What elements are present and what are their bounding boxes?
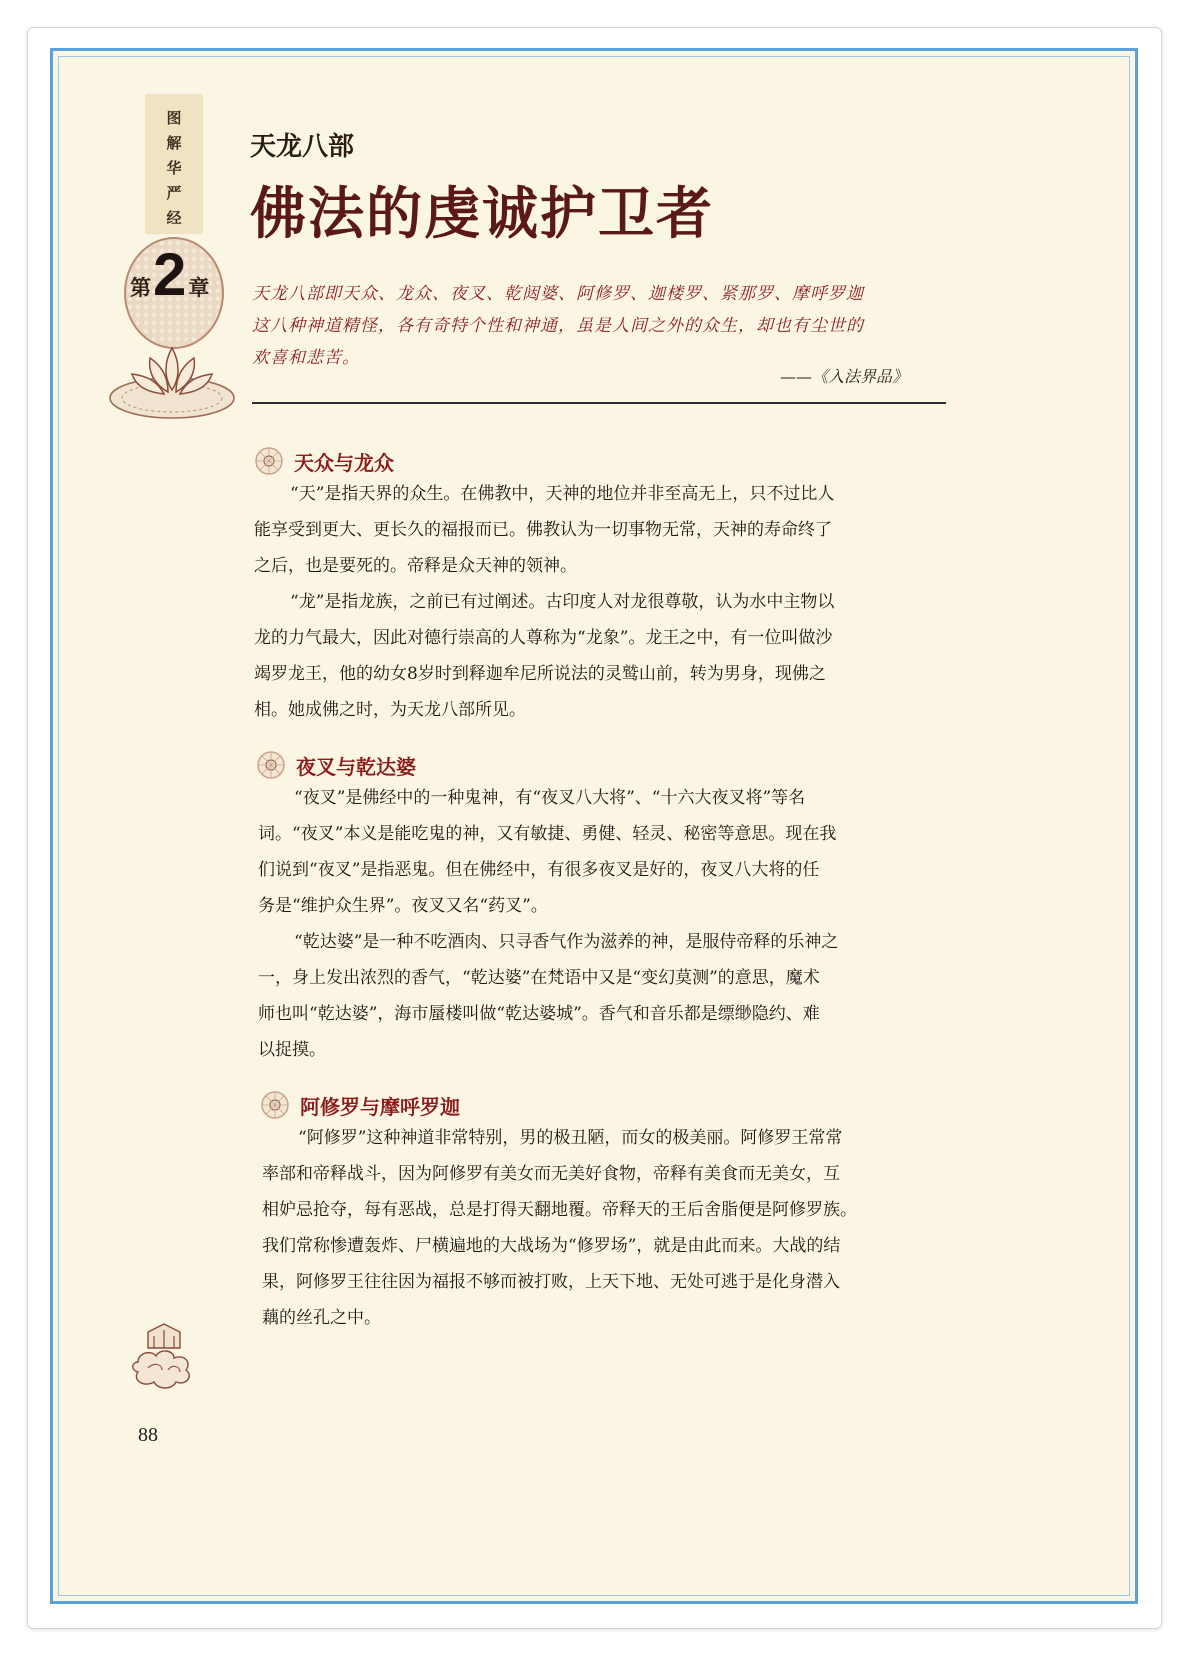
dharma-wheel-icon xyxy=(260,1090,290,1120)
intro-line: 天龙八部即天众、龙众、夜叉、乾闼婆、阿修罗、迦楼罗、紧那罗、摩呼罗迦 xyxy=(252,284,864,304)
text-line: 率部和帝释战斗，因为阿修罗有美女而无美好食物，帝释有美食而无美女，互 xyxy=(262,1164,840,1184)
paragraph xyxy=(258,780,958,924)
chapter-prefix: 第 xyxy=(130,276,151,300)
text-line: 词。“夜叉”本义是能吃鬼的神，又有敏捷、勇健、轻灵、秘密等意思。现在我 xyxy=(258,824,837,844)
page-title: 佛法的虔诚护卫者 xyxy=(250,181,714,247)
section-heading xyxy=(260,1090,460,1120)
text-line: “龙”是指龙族，之前已有过阐述。古印度人对龙很尊敬，认为水中主物以 xyxy=(290,592,835,612)
lotus-icon xyxy=(108,340,236,422)
dharma-wheel-icon xyxy=(256,750,286,780)
chapter-suffix: 章 xyxy=(188,276,210,300)
text-line: “乾达婆”是一种不吃酒肉、只寻香气作为滋养的神，是服侍帝释的乐神之 xyxy=(294,932,839,952)
cloud-ornament-icon xyxy=(128,1322,200,1394)
text-line: 师也叫“乾达婆”，海市蜃楼叫做“乾达婆城”。香气和音乐都是缥缈隐约、难 xyxy=(258,1004,820,1024)
text-line: 龙的力气最大，因此对德行崇高的人尊称为“龙象”。龙王之中，有一位叫做沙 xyxy=(254,628,833,648)
section-title: 阿修罗与摩呼罗迦 xyxy=(300,1094,460,1119)
subtitle: 天龙八部 xyxy=(250,132,355,162)
intro-line: 这八种神道精怪，各有奇特个性和神通，虽是人间之外的众生，却也有尘世的 xyxy=(252,316,864,336)
text-line: “天”是指天界的众生。在佛教中，天神的地位并非至高无上，只不过比人 xyxy=(290,484,835,504)
text-line: 一，身上发出浓烈的香气，“乾达婆”在梵语中又是“变幻莫测”的意思，魔术 xyxy=(258,968,820,988)
text-line: 藕的丝孔之中。 xyxy=(262,1308,381,1328)
text-line: 竭罗龙王，他的幼女8岁时到释迦牟尼所说法的灵鹫山前，转为男身，现佛之 xyxy=(254,664,826,684)
paragraph xyxy=(258,924,958,1068)
running-header xyxy=(145,94,203,234)
text-line: “阿修罗”这种神道非常特别，男的极丑陋，而女的极美丽。阿修罗王常常 xyxy=(298,1128,843,1148)
section-title: 夜叉与乾达婆 xyxy=(296,754,416,779)
text-line: 果，阿修罗王往往因为福报不够而被打败，上天下地、无处可逃于是化身潜入 xyxy=(262,1272,840,1292)
text-line: 之后，也是要死的。帝释是众天神的领神。 xyxy=(254,556,577,576)
divider xyxy=(252,402,946,404)
intro-line: 欢喜和悲苦。 xyxy=(252,348,360,368)
running-header-char: 图 xyxy=(166,109,182,127)
paragraph xyxy=(254,476,954,584)
citation: ——《入法界品》 xyxy=(780,367,909,386)
section-heading xyxy=(254,446,394,476)
running-header-char: 解 xyxy=(166,134,182,152)
text-line: 们说到“夜叉”是指恶鬼。但在佛经中，有很多夜叉是好的，夜叉八大将的任 xyxy=(258,860,820,880)
text-line: “夜叉”是佛经中的一种鬼神，有“夜叉八大将”、“十六大夜叉将”等名 xyxy=(294,788,806,808)
paragraph xyxy=(254,584,954,728)
text-line: 以捉摸。 xyxy=(258,1040,326,1060)
text-line: 相。她成佛之时，为天龙八部所见。 xyxy=(254,700,526,720)
text-line: 相妒忌抢夺，每有恶战，总是打得天翻地覆。帝释天的王后舍脂便是阿修罗族。 xyxy=(262,1200,857,1220)
text-line: 务是“维护众生界”。夜叉又名“药叉”。 xyxy=(258,896,548,916)
intro-quote xyxy=(252,278,952,374)
section-heading xyxy=(256,750,416,780)
page-number: 88 xyxy=(138,1424,158,1446)
paragraph xyxy=(262,1120,962,1336)
text-line: 我们常称惨遭轰炸、尸横遍地的大战场为“修罗场”，就是由此而来。大战的结 xyxy=(262,1236,841,1256)
chapter-number: 2 xyxy=(153,241,187,308)
chapter-label xyxy=(130,241,230,308)
running-header-char: 经 xyxy=(166,209,182,227)
running-header-char: 华 xyxy=(166,159,182,177)
dharma-wheel-icon xyxy=(254,446,284,476)
text-line: 能享受到更大、更长久的福报而已。佛教认为一切事物无常，天神的寿命终了 xyxy=(254,520,832,540)
section-title: 天众与龙众 xyxy=(294,450,394,475)
running-header-char: 严 xyxy=(166,184,182,202)
